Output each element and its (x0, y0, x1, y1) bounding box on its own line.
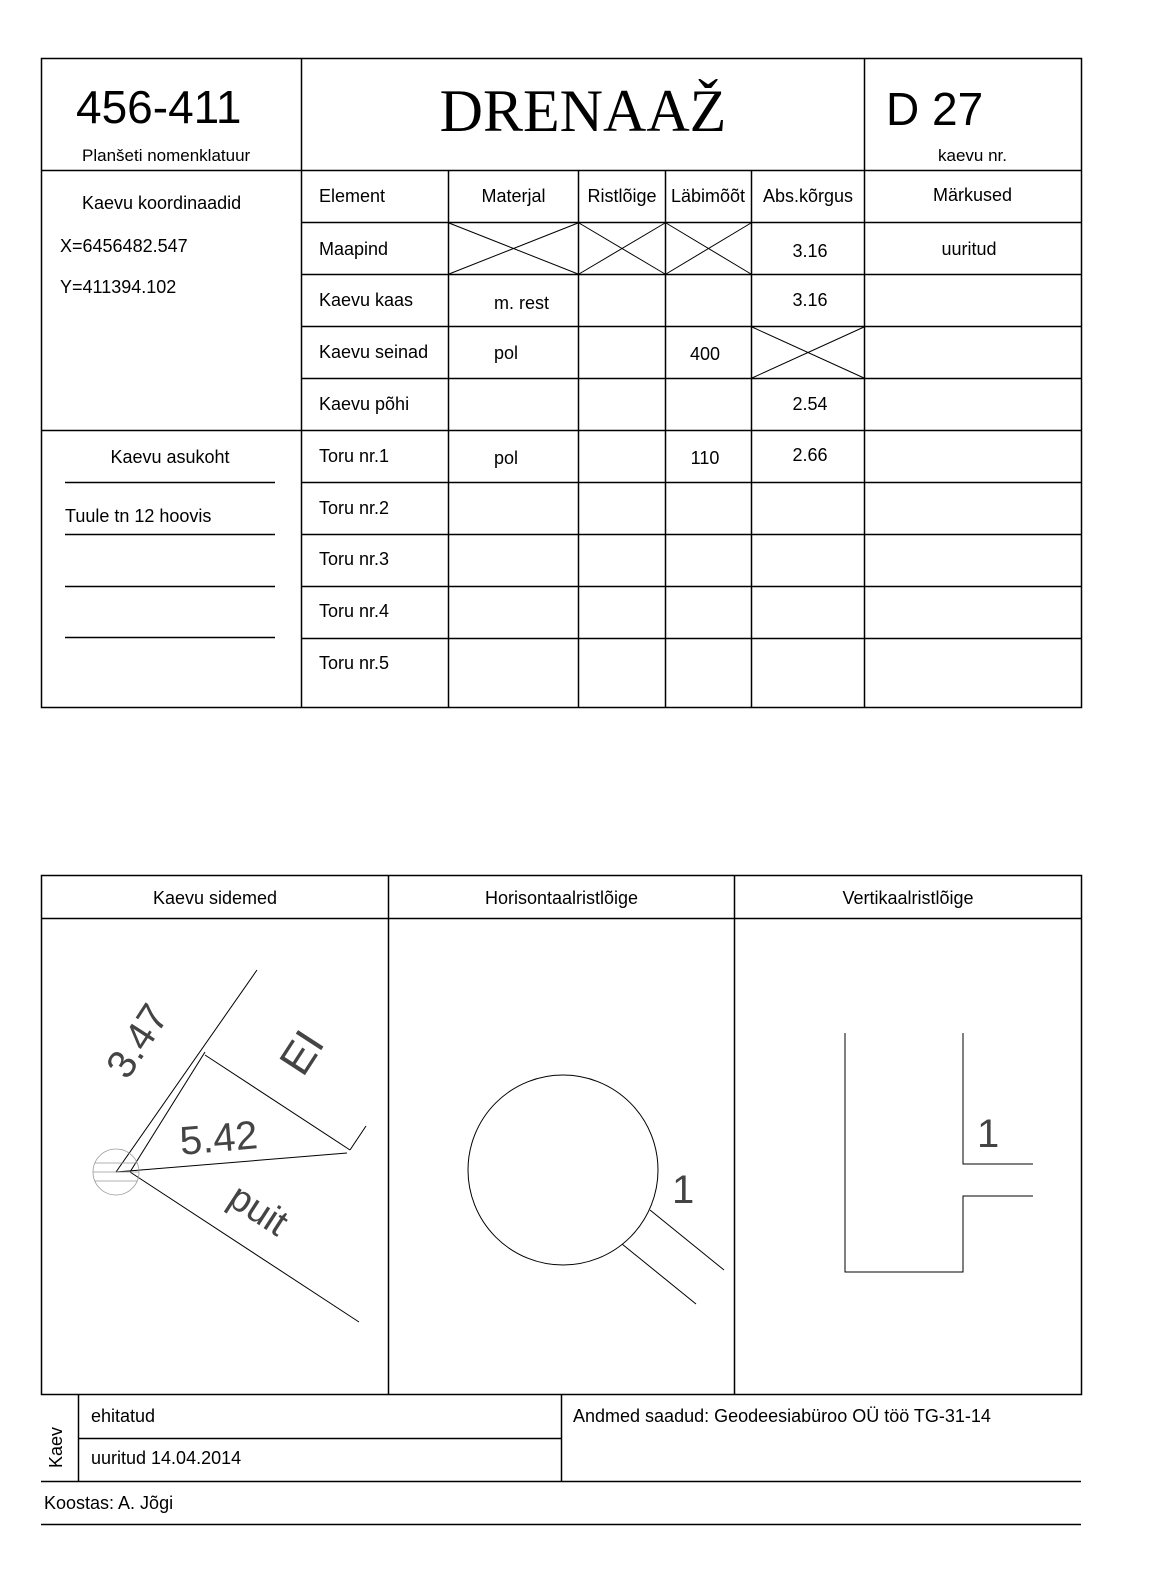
well-number-value: D 27 (886, 83, 984, 135)
nomenclature-value: 456-411 (76, 81, 242, 133)
column-header: Element (319, 186, 386, 206)
building-material-label: puit (221, 1176, 296, 1245)
column-header: Läbimõõt (670, 186, 746, 206)
well-symbol (93, 1149, 139, 1195)
material-cell: pol (494, 343, 519, 363)
tie-distance-label: 3.47 (98, 996, 178, 1086)
ties-header: Kaevu sidemed (152, 888, 278, 908)
well-number-label: kaevu nr. (938, 146, 1007, 165)
pipe-number-label: 1 (977, 1112, 1000, 1156)
coordinates-label: Kaevu koordinaadid (82, 193, 242, 213)
side-label: Kaev (46, 1426, 66, 1468)
column-header: Abs.kõrgus (762, 186, 854, 206)
element-cell: Toru nr.1 (319, 446, 390, 466)
surveyed-label: uuritud 14.04.2014 (91, 1448, 242, 1468)
tie-distance-label: 5.42 (178, 1113, 260, 1164)
nomenclature-label: Planšeti nomenklatuur (82, 146, 251, 165)
abs-height-cell: 3.16 (792, 290, 828, 310)
horizontal-section-header: Horisontaalristlõige (484, 888, 639, 908)
column-header: Ristlõige (587, 186, 657, 206)
abs-height-cell: 2.66 (792, 445, 828, 465)
coordinate-y: Y=411394.102 (60, 277, 177, 297)
remarks-cell: uuritud (941, 239, 997, 259)
element-cell: Kaevu põhi (319, 394, 410, 414)
column-header: Materjal (481, 186, 546, 206)
element-cell: Toru nr.3 (319, 549, 390, 569)
column-header: Märkused (932, 185, 1013, 205)
element-cell: Toru nr.4 (319, 601, 390, 621)
page-title: DRENAAŽ (439, 78, 727, 144)
building-label: EI (270, 1022, 335, 1084)
element-cell: Kaevu kaas (319, 290, 414, 310)
abs-height-cell: 3.16 (792, 241, 828, 261)
location-line: Tuule tn 12 hoovis (65, 506, 212, 526)
pipe-number-label: 1 (672, 1168, 695, 1212)
location-label: Kaevu asukoht (110, 447, 230, 467)
built-label: ehitatud (91, 1406, 156, 1426)
abs-height-cell: 2.54 (792, 394, 828, 414)
material-cell: m. rest (494, 293, 550, 313)
material-cell: pol (494, 448, 519, 468)
author: Koostas: A. Jõgi (44, 1493, 174, 1513)
element-cell: Toru nr.2 (319, 498, 390, 518)
element-cell: Toru nr.5 (319, 653, 390, 673)
element-cell: Maapind (319, 239, 389, 259)
data-source: Andmed saadud: Geodeesiabüroo OÜ töö TG-31-14 (573, 1406, 991, 1426)
diameter-cell: 110 (690, 448, 720, 468)
element-cell: Kaevu seinad (319, 342, 429, 362)
vertical-section-header: Vertikaalristlõige (842, 888, 974, 908)
coordinate-x: X=6456482.547 (60, 236, 188, 256)
diameter-cell: 400 (689, 344, 721, 364)
vertical-section (845, 1033, 1033, 1272)
